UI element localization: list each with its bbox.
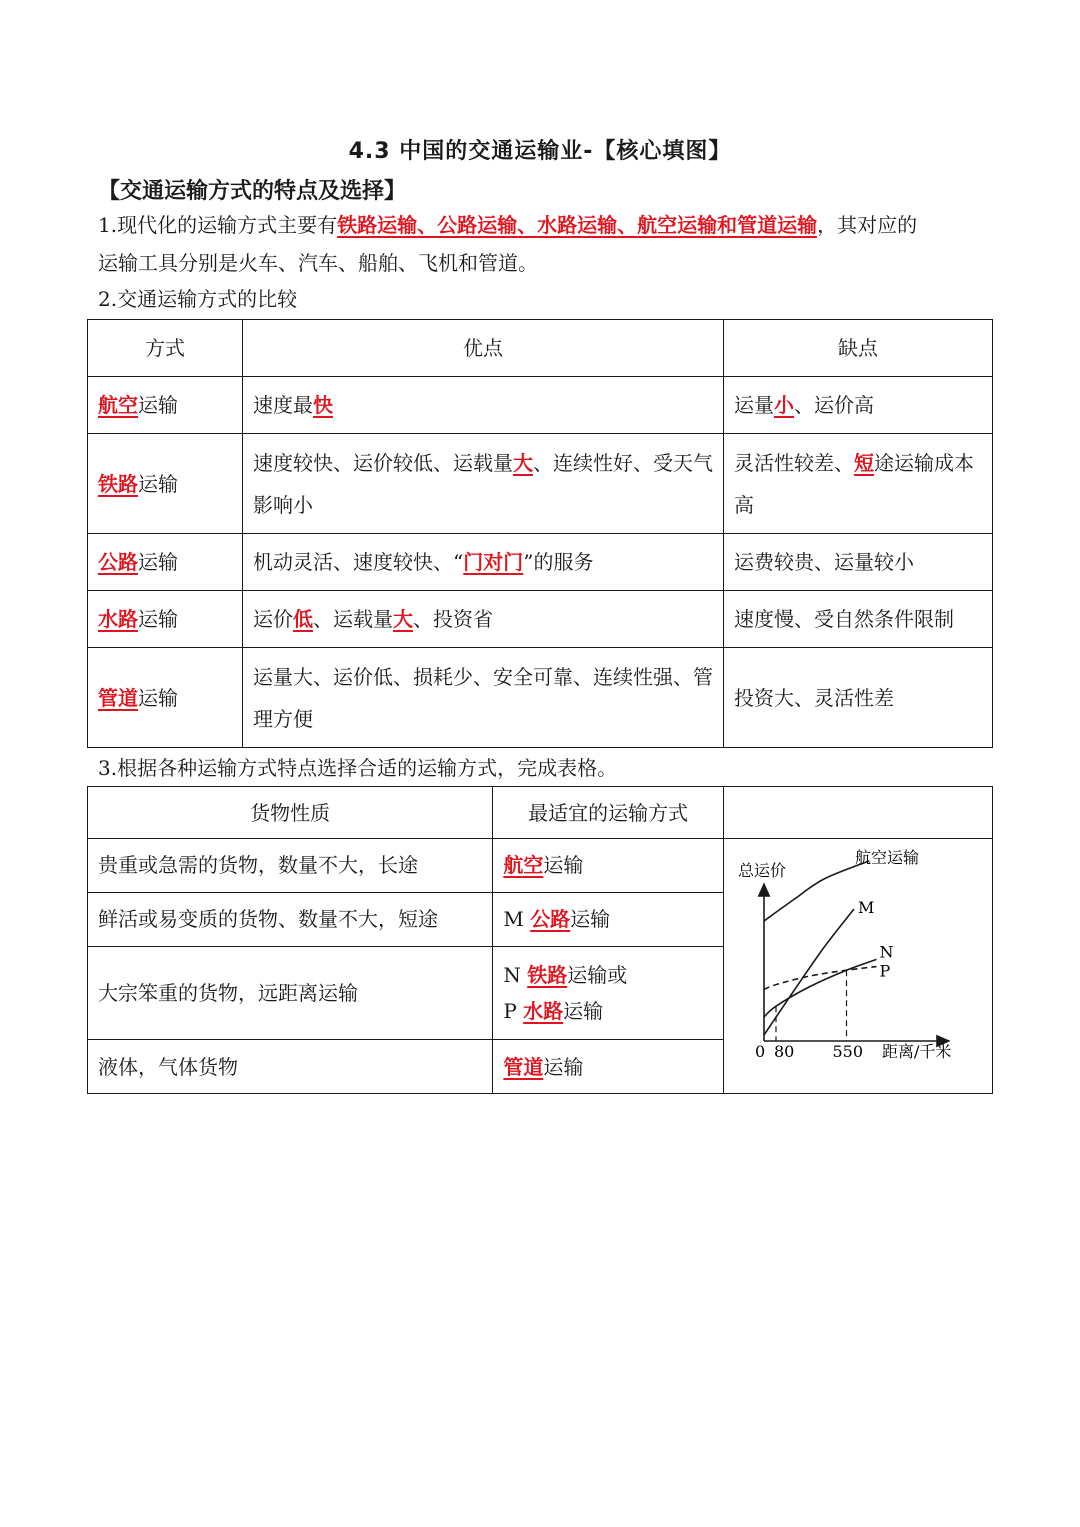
answer-text: 短 bbox=[854, 450, 874, 475]
paragraph-1: 1.现代化的运输方式主要有铁路运输、公路运输、水路运输、航空运输和管道运输，其对应的 运输工具分别是火车、汽车、船舶、飞机和管道。 bbox=[98, 213, 918, 275]
series-label-0: 航空运输 bbox=[854, 848, 919, 867]
table-row: 大宗笨重的货物，远距离运输 N 铁路运输或 P 水路运输 bbox=[88, 946, 993, 1039]
answer-text: 门对门 bbox=[463, 550, 524, 574]
cons-cell: 灵活性较差、短途运输成本高 bbox=[724, 434, 993, 534]
answer-text: 小 bbox=[774, 393, 794, 417]
answer-text: 大 bbox=[393, 607, 413, 631]
header-pros: 优点 bbox=[243, 320, 724, 377]
series-line-3 bbox=[764, 967, 877, 990]
answer-air: 航空运输 bbox=[637, 213, 718, 237]
paragraph-3: 3.根据各种运输方式特点选择合适的运输方式，完成表格。 bbox=[98, 756, 618, 780]
header-cargo: 货物性质 bbox=[88, 787, 493, 839]
cons-cell: 速度慢、受自然条件限制 bbox=[724, 591, 993, 648]
cons-cell: 投资大、灵活性差 bbox=[724, 648, 993, 748]
cons-cell: 运费较贵、运量较小 bbox=[724, 534, 993, 591]
header-cons: 缺点 bbox=[724, 320, 993, 377]
pros-cell: 速度最快 bbox=[243, 377, 724, 434]
series-label-2: N bbox=[879, 942, 894, 962]
table-row: 铁路运输 速度较快、运价较低、运载量大、连续性好、受天气影响小 灵活性较差、短途运输成本高 bbox=[88, 434, 993, 534]
freight-cost-chart bbox=[724, 839, 992, 1079]
table-row: 贵重或急需的货物，数量不大，长途 航空运输 总运价 距离/千米 航空运输 M N P 0 80 550 bbox=[88, 839, 993, 893]
chart-cell bbox=[723, 839, 992, 1094]
answer-text: 低 bbox=[293, 607, 313, 631]
pros-cell: 机动灵活、速度较快、“门对门”的服务 bbox=[243, 534, 724, 591]
table-row: 水路运输 运价低、运载量大、投资省 速度慢、受自然条件限制 bbox=[88, 591, 993, 648]
comparison-table bbox=[87, 319, 993, 748]
series-label-3: P bbox=[879, 961, 891, 981]
answer-railway: 铁路运输 bbox=[337, 213, 418, 237]
x-tick-label: 550 bbox=[832, 1042, 864, 1061]
section-heading: 【交通运输方式的特点及选择】 bbox=[98, 179, 407, 204]
answer-highway: 公路运输 bbox=[437, 213, 518, 237]
answer-text: 快 bbox=[313, 393, 333, 417]
cons-cell: 运量小、运价高 bbox=[724, 377, 993, 434]
table-row: 管道运输 运量大、运价低、损耗少、安全可靠、连续性强、管理方便 投资大、灵活性差 bbox=[88, 648, 993, 748]
table-row: 公路运输 机动灵活、速度较快、“门对门”的服务 运费较贵、运量较小 bbox=[88, 534, 993, 591]
table-row: 航空运输 速度最快 运量小、运价高 bbox=[88, 377, 993, 434]
table-row: 鲜活或易变质的货物、数量不大，短途 M 公路运输 bbox=[88, 892, 993, 946]
series-label-1: M bbox=[857, 898, 875, 917]
x-tick-label: 0 bbox=[754, 1042, 766, 1061]
answer-waterway: 水路运输 bbox=[537, 213, 618, 237]
page-title: 4.3 中国的交通运输业-【核心填图】 bbox=[348, 139, 732, 164]
header-best-mode: 最适宜的运输方式 bbox=[493, 787, 724, 839]
header-blank bbox=[723, 787, 992, 839]
series-line-2 bbox=[764, 959, 877, 1017]
selection-table bbox=[87, 786, 993, 1094]
paragraph-2: 2.交通运输方式的比较 bbox=[98, 287, 298, 311]
answer-text: 大 bbox=[513, 450, 533, 475]
pros-cell: 运量大、运价低、损耗少、安全可靠、连续性强、管理方便 bbox=[243, 648, 724, 748]
y-axis-label: 总运价 bbox=[737, 861, 786, 880]
pros-cell: 运价低、运载量大、投资省 bbox=[243, 591, 724, 648]
header-mode: 方式 bbox=[88, 320, 243, 377]
x-tick-label: 80 bbox=[773, 1042, 795, 1061]
table-row: 液体，气体货物 管道运输 bbox=[88, 1040, 993, 1094]
pros-cell: 速度较快、运价较低、运载量大、连续性好、受天气影响小 bbox=[243, 434, 724, 534]
answer-pipeline: 管道运输 bbox=[737, 213, 818, 237]
x-axis-label: 距离/千米 bbox=[881, 1042, 952, 1061]
